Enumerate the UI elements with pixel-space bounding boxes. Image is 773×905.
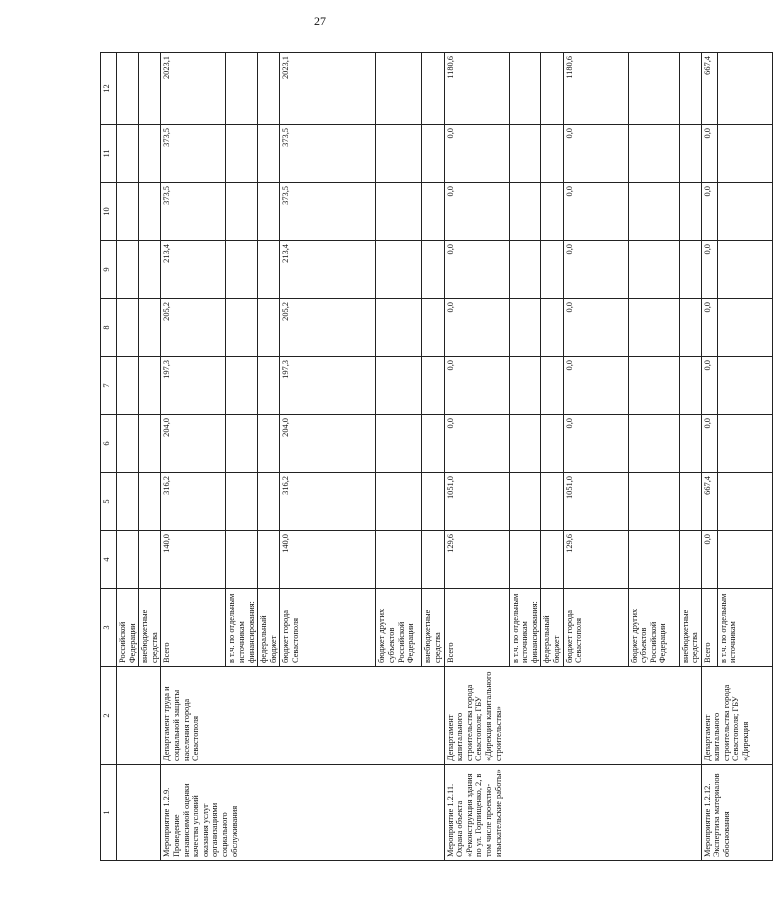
value-cell [258,415,280,473]
value-cell [509,531,541,589]
value-cell [422,183,444,241]
executor-cell: Департамент капитального строительства города Севастополя; ГБУ «Дирекция капитального строительства» [444,667,701,765]
value-cell [258,183,280,241]
source-cell: Всего [444,589,509,667]
executor-cell: Департамент капитального строительства города Севастополя; ГБУ «Дирекция [701,667,772,765]
source-cell: в т.ч. по отдельным источникам финансирования: [509,589,541,667]
value-cell [717,415,772,473]
value-cell [376,53,422,125]
value-cell [376,299,422,357]
value-cell [679,473,701,531]
value-cell: 197,3 [161,357,226,415]
value-cell: 2023,1 [280,53,376,125]
value-cell: 205,2 [280,299,376,357]
value-cell: 129,6 [444,531,509,589]
value-cell [679,183,701,241]
value-cell [541,241,563,299]
value-cell [717,53,772,125]
value-cell: 197,3 [280,357,376,415]
value-cell [717,531,772,589]
header-cell: 2 [101,667,117,765]
value-cell: 0,0 [701,183,717,241]
budget-table [100,52,773,861]
value-cell [717,125,772,183]
value-cell [679,241,701,299]
source-cell: Российской Федерации [117,589,139,667]
value-cell [628,125,679,183]
source-cell: внебюджетные средства [422,589,444,667]
value-cell [541,53,563,125]
value-cell [422,299,444,357]
source-cell: в т.ч. по отдельным источникам финансирования: [226,589,258,667]
value-cell [226,241,258,299]
value-cell [376,415,422,473]
value-cell [628,357,679,415]
table-row [701,53,717,861]
header-cell: 7 [101,357,117,415]
measure-cell: Мероприятие 1.2.11. Охрана объекта «Реконструкция здания по ул. Горпищенко, 2, в том числе проектно-изыскательские работы» [444,765,701,861]
executor-cell [117,667,161,765]
source-cell: бюджет города Севастополя [280,589,376,667]
source-cell: в т.ч. по отдельным источникам [717,589,772,667]
value-cell [628,183,679,241]
value-cell [117,125,139,183]
source-cell: бюджет других субъектов Российской Федерации [628,589,679,667]
value-cell [422,531,444,589]
value-cell: 0,0 [444,125,509,183]
measure-cell: Мероприятие 1.2.9. Проведение независимой оценки качества условий оказания услуг организациями социального обслуживания [161,765,444,861]
value-cell [376,125,422,183]
source-cell: внебюджетные средства [139,589,161,667]
value-cell: 0,0 [563,357,628,415]
value-cell: 0,0 [444,299,509,357]
value-cell: 204,0 [161,415,226,473]
value-cell [258,241,280,299]
value-cell [509,473,541,531]
value-cell: 1051,0 [444,473,509,531]
value-cell: 1180,6 [444,53,509,125]
value-cell [541,299,563,357]
rotated-table-content [100,53,751,861]
value-cell [679,357,701,415]
value-cell [139,415,161,473]
value-cell [376,183,422,241]
header-cell: 3 [101,589,117,667]
value-cell: 667,4 [701,53,717,125]
value-cell [376,241,422,299]
value-cell [139,299,161,357]
value-cell [628,415,679,473]
value-cell: 0,0 [701,357,717,415]
value-cell [226,473,258,531]
value-cell: 0,0 [444,357,509,415]
value-cell [422,125,444,183]
header-cell: 9 [101,241,117,299]
value-cell [139,357,161,415]
value-cell [226,53,258,125]
value-cell [628,531,679,589]
value-cell [679,53,701,125]
value-cell [717,241,772,299]
value-cell [541,357,563,415]
value-cell: 140,0 [280,531,376,589]
value-cell [117,299,139,357]
table-row [117,53,139,861]
header-cell: 5 [101,473,117,531]
header-cell: 1 [101,765,117,861]
value-cell: 0,0 [701,125,717,183]
header-cell: 11 [101,125,117,183]
value-cell [117,241,139,299]
value-cell [117,415,139,473]
value-cell [117,473,139,531]
header-cell: 12 [101,53,117,125]
value-cell [139,183,161,241]
source-cell: внебюджетные средства [679,589,701,667]
value-cell [509,299,541,357]
value-cell: 0,0 [563,299,628,357]
value-cell [226,531,258,589]
value-cell: 205,2 [161,299,226,357]
value-cell: 316,2 [280,473,376,531]
header-cell: 8 [101,299,117,357]
value-cell [422,241,444,299]
value-cell [258,531,280,589]
value-cell [509,53,541,125]
source-cell: федеральный бюджет [541,589,563,667]
value-cell [509,357,541,415]
value-cell [717,299,772,357]
value-cell [541,531,563,589]
value-cell [717,473,772,531]
table-row [444,53,509,861]
value-cell: 140,0 [161,531,226,589]
value-cell [628,53,679,125]
value-cell [422,415,444,473]
value-cell [139,473,161,531]
value-cell [376,473,422,531]
value-cell [541,125,563,183]
value-cell [509,183,541,241]
value-cell [226,299,258,357]
value-cell [376,357,422,415]
value-cell: 0,0 [563,125,628,183]
rotated-table-area [100,53,751,861]
header-cell: 6 [101,415,117,473]
value-cell: 373,5 [161,183,226,241]
source-cell: Всего [701,589,717,667]
value-cell: 0,0 [563,241,628,299]
value-cell [679,125,701,183]
value-cell [717,357,772,415]
value-cell [422,473,444,531]
measure-cell: Мероприятие 1.2.12. Экспертиза материалов обоснования [701,765,772,861]
value-cell [628,473,679,531]
source-cell: Всего [161,589,226,667]
value-cell: 213,4 [280,241,376,299]
value-cell [226,357,258,415]
value-cell [422,53,444,125]
value-cell [679,531,701,589]
measure-cell [117,765,161,861]
value-cell: 373,5 [161,125,226,183]
value-cell: 1180,6 [563,53,628,125]
value-cell: 0,0 [563,415,628,473]
value-cell: 1051,0 [563,473,628,531]
value-cell [717,183,772,241]
value-cell [376,531,422,589]
value-cell [509,415,541,473]
value-cell [541,473,563,531]
value-cell [139,241,161,299]
value-cell: 316,2 [161,473,226,531]
value-cell [509,125,541,183]
source-cell: бюджет других субъектов Российской Федерации [376,589,422,667]
value-cell: 0,0 [444,415,509,473]
value-cell: 0,0 [701,531,717,589]
value-cell [258,299,280,357]
value-cell [541,415,563,473]
value-cell [117,53,139,125]
value-cell [117,357,139,415]
value-cell: 0,0 [444,183,509,241]
value-cell [679,415,701,473]
header-row [101,53,117,861]
value-cell [509,241,541,299]
value-cell: 0,0 [701,241,717,299]
table-row [161,53,226,861]
header-cell: 10 [101,183,117,241]
source-cell: бюджет города Севастополя [563,589,628,667]
value-cell [258,125,280,183]
value-cell [541,183,563,241]
value-cell [628,299,679,357]
value-cell: 0,0 [444,241,509,299]
value-cell [139,531,161,589]
value-cell: 0,0 [701,415,717,473]
value-cell [139,53,161,125]
value-cell: 2023,1 [161,53,226,125]
value-cell [226,183,258,241]
value-cell [226,125,258,183]
value-cell: 0,0 [701,299,717,357]
source-cell: федеральный бюджет [258,589,280,667]
value-cell: 129,6 [563,531,628,589]
value-cell [117,531,139,589]
value-cell [258,357,280,415]
page-number: 27 [314,14,326,28]
value-cell: 213,4 [161,241,226,299]
executor-cell: Департамент труда и социальной защиты населения города Севастополя [161,667,444,765]
value-cell: 204,0 [280,415,376,473]
value-cell [258,53,280,125]
value-cell [139,125,161,183]
value-cell: 667,4 [701,473,717,531]
value-cell [628,241,679,299]
header-cell: 4 [101,531,117,589]
value-cell [422,357,444,415]
value-cell [117,183,139,241]
value-cell [679,299,701,357]
value-cell [258,473,280,531]
value-cell: 0,0 [563,183,628,241]
value-cell: 373,5 [280,125,376,183]
value-cell: 373,5 [280,183,376,241]
value-cell [226,415,258,473]
